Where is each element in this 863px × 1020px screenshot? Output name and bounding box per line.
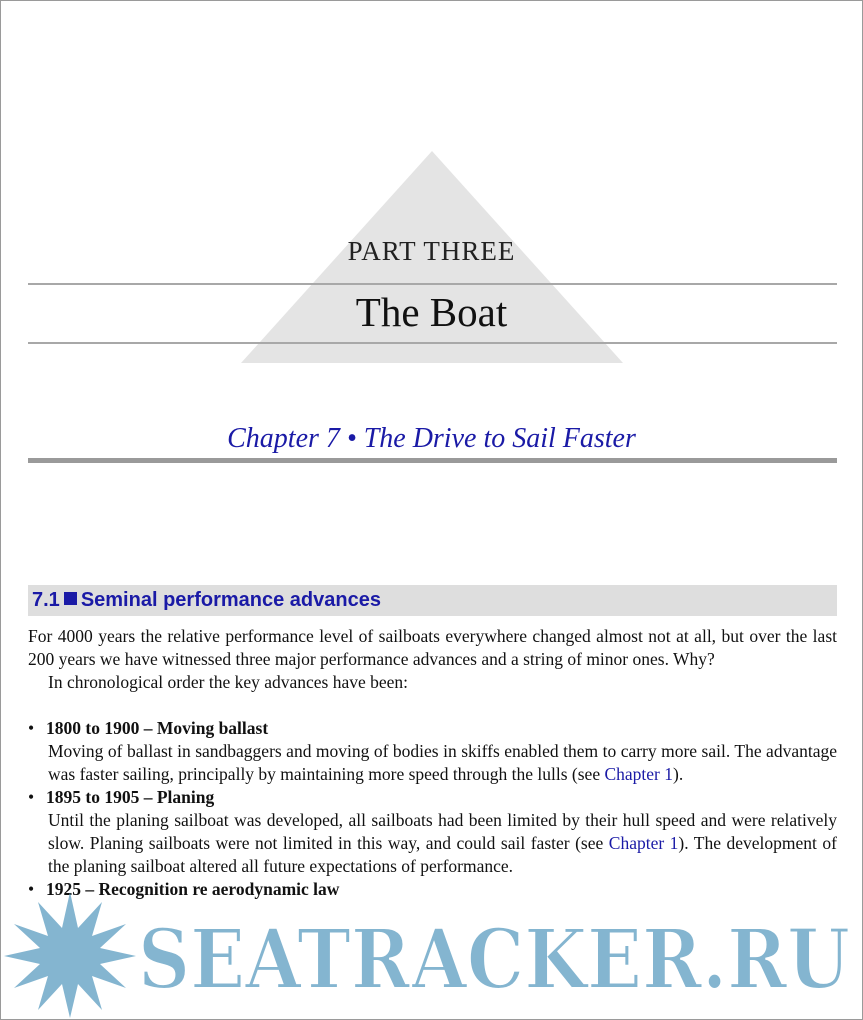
bullet-description: Until the planing sailboat was developed, all sailboats had been limited by their hull speed and were relatively slow. Planing sailboats were not limited in this way, and could sail faster (see Chapter 1). The development of the planing sailboat altered all future expectations of performance. <box>48 810 837 876</box>
bullet-heading: 1925 – Recognition re aerodynamic law <box>46 879 340 899</box>
list-item <box>28 717 837 786</box>
bullet-dot-icon: • <box>28 718 35 738</box>
square-bullet-icon <box>64 592 77 605</box>
chapter-link[interactable]: Chapter 1 <box>608 833 679 853</box>
section-title: Seminal performance advances <box>80 589 381 611</box>
chapter-link[interactable]: Chapter 1 <box>604 764 673 784</box>
watermark-text: SEATRACKER.RU <box>138 912 850 1008</box>
part-label: PART THREE <box>347 236 516 266</box>
bullet-heading: 1895 to 1905 – Planing <box>46 787 215 807</box>
intro-lead: In chronological order the key advances have been: <box>48 672 409 692</box>
part-title: The Boat <box>355 289 508 335</box>
bullet-dot-icon: • <box>28 879 35 899</box>
part-banner <box>0 0 863 380</box>
section-heading <box>28 585 837 616</box>
starburst-icon <box>4 892 136 1018</box>
chapter-title: Chapter 7 • The Drive to Sail Faster <box>227 423 636 454</box>
chapter-rule <box>28 458 837 463</box>
bullet-heading: 1800 to 1900 – Moving ballast <box>46 718 269 738</box>
banner-rule-top <box>28 283 837 285</box>
intro-paragraph: For 4000 years the relative performance level of sailboats everywhere changed almost not at all, but over the last 200 years we have witnessed three major performance advances and a string of minor ones. Why? <box>28 626 837 669</box>
section-number: 7.1 <box>32 589 60 611</box>
bullet-description: Moving of ballast in sandbaggers and moving of bodies in skiffs enabled them to carry more sail. The advantage was faster sailing, principally by maintaining more speed through the lulls (see Chapter 1). <box>48 741 837 784</box>
watermark <box>0 890 863 1020</box>
bullet-dot-icon: • <box>28 787 35 807</box>
body-text <box>28 625 837 901</box>
list-item <box>28 786 837 878</box>
banner-rule-bottom <box>28 342 837 344</box>
